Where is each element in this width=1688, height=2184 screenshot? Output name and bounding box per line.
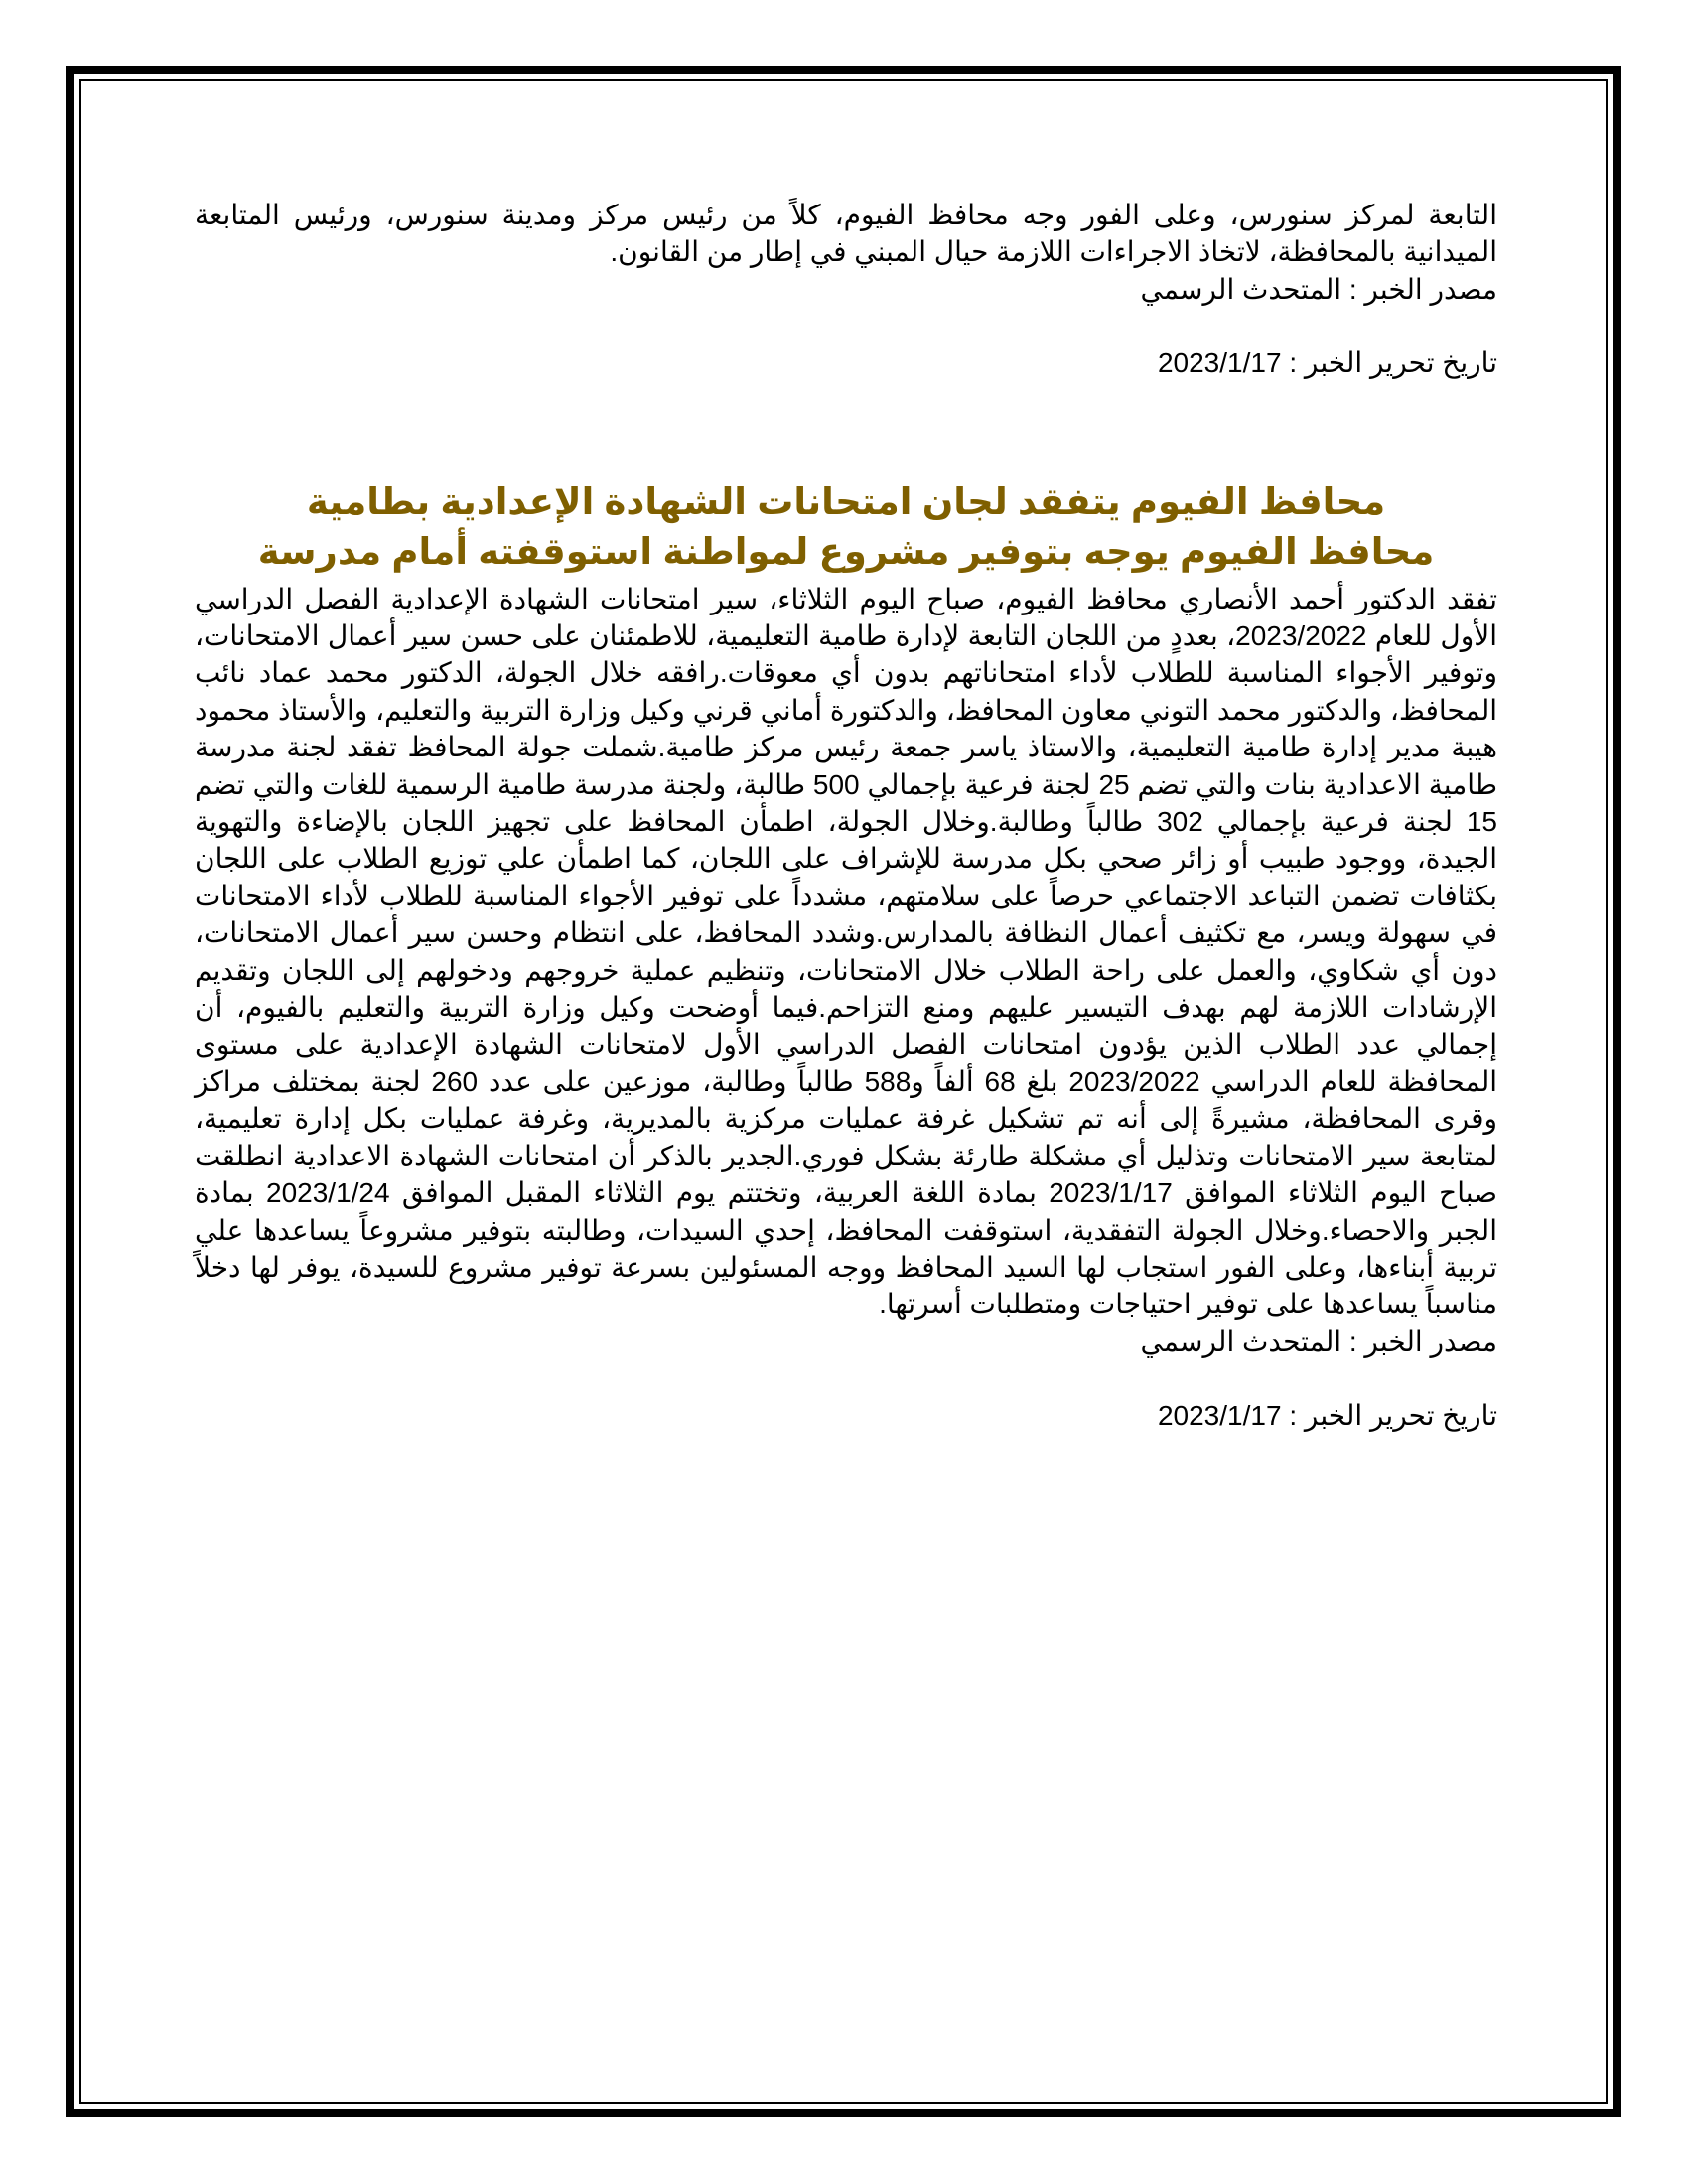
document-content (195, 197, 1497, 1434)
article-2-date-line (195, 1397, 1497, 1433)
article-2-title-line-1: محافظ الفيوم يتفقد لجان امتحانات الشهادة الإعدادية بطامية (306, 480, 1386, 522)
article-2-date-label: تاريخ تحرير الخبر : (1289, 1400, 1497, 1432)
article-1-tail-paragraph: التابعة لمركز سنورس، وعلى الفور وجه محافظ الفيوم، كلاً من رئيس مركز ومدينة سنورس، ورئيس المتابعة الميدانية بالمحافظة، لاتخاذ الاجراءات اللازمة حيال المبني في إطار من القانون. (195, 200, 1497, 268)
article-1-date-value: 2023/1/17 (1157, 347, 1282, 379)
article-2-body: تفقد الدكتور أحمد الأنصاري محافظ الفيوم، صباح اليوم الثلاثاء، سير امتحانات الشهادة الإعدادية الفصل الدراسي الأول للعام 2023/2022، بعددٍ من اللجان التابعة لإدارة طامية التعليمية، للاطمئنان على حسن سير أعمال الامتحانات، وتوفير الأجواء المناسبة للطلاب لأداء امتحاناتهم بدون أي معوقات.رافقه خلال الجولة، الدكتور محمد عماد نائب المحافظ، والدكتور محمد التوني معاون المحافظ، والدكتورة أماني قرني وكيل وزارة التربية والتعليم، والأستاذ محمود هيبة مدير إدارة طامية التعليمية، والاستاذ ياسر جمعة رئيس مركز طامية.شملت جولة المحافظ تفقد لجنة مدرسة طامية الاعدادية بنات والتي تضم 25 لجنة فرعية بإجمالي 500 طالبة، ولجنة مدرسة طامية الرسمية للغات والتي تضم 15 لجنة فرعية بإجمالي 302 طالباً وطالبة.وخلال الجولة، اطمأن المحافظ على تجهيز اللجان بالإضاءة والتهوية الجيدة، ووجود طبيب أو زائر صحي بكل مدرسة للإشراف على اللجان، كما اطمأن علي توزيع الطلاب على اللجان بكثافات تضمن التباعد الاجتماعي حرصاً على سلامتهم، مشدداً على توفير الأجواء المناسبة للطلاب لأداء الامتحانات في سهولة ويسر، مع تكثيف أعمال النظافة بالمدارس.وشدد المحافظ، على انتظام وحسن سير أعمال الامتحانات، دون أي شكاوي، والعمل على راحة الطلاب خلال الامتحانات، وتنظيم عملية خروجهم ودخولهم إلى اللجان وتقديم الإرشادات اللازمة لهم بهدف التيسير عليهم ومنع التزاحم.فيما أوضحت وكيل وزارة التربية والتعليم بالفيوم، أن إجمالي عدد الطلاب الذين يؤدون امتحانات الفصل الدراسي الأول لامتحانات الشهادة الإعدادية على مستوى المحافظة للعام الدراسي 2023/2022 بلغ 68 ألفاً و588 طالباً وطالبة، موزعين على عدد 260 لجنة بمختلف مراكز وقرى المحافظة، مشيرةً إلى أنه تم تشكيل غرفة عمليات مركزية بالمديرية، وغرفة عمليات بكل إدارة تعليمية، لمتابعة سير الامتحانات وتذليل أي مشكلة طارئة بشكل فوري.الجدير بالذكر أن امتحانات الشهادة الاعدادية انطلقت صباح اليوم الثلاثاء الموافق 2023/1/17 بمادة اللغة العربية، وتختتم يوم الثلاثاء المقبل الموافق 2023/1/24 بمادة الجبر والاحصاء.وخلال الجولة التفقدية، استوقفت المحافظ، إحدي السيدات، وطالبته بتوفير مشروعاً يساعدها علي تربية أبناءها، وعلى الفور استجاب لها السيد المحافظ ووجه المسئولين بسرعة توفير مشروع للسيدة، يوفر لها دخلاً مناسباً يساعدها على توفير احتياجات ومتطلبات أسرتها. (195, 583, 1498, 1320)
article-1-date-label: تاريخ تحرير الخبر : (1289, 347, 1497, 379)
article-2-source: مصدر الخبر : المتحدث الرسمي (1140, 1325, 1497, 1357)
article-1-source: مصدر الخبر : المتحدث الرسمي (1140, 273, 1497, 305)
article-1-date-line (195, 344, 1497, 381)
article-2-date-value: 2023/1/17 (1157, 1400, 1282, 1432)
article-2-title-line-2: محافظ الفيوم يوجه بتوفير مشروع لمواطنة استوقفته أمام مدرسة (257, 530, 1435, 572)
article-2-headline (195, 478, 1497, 577)
